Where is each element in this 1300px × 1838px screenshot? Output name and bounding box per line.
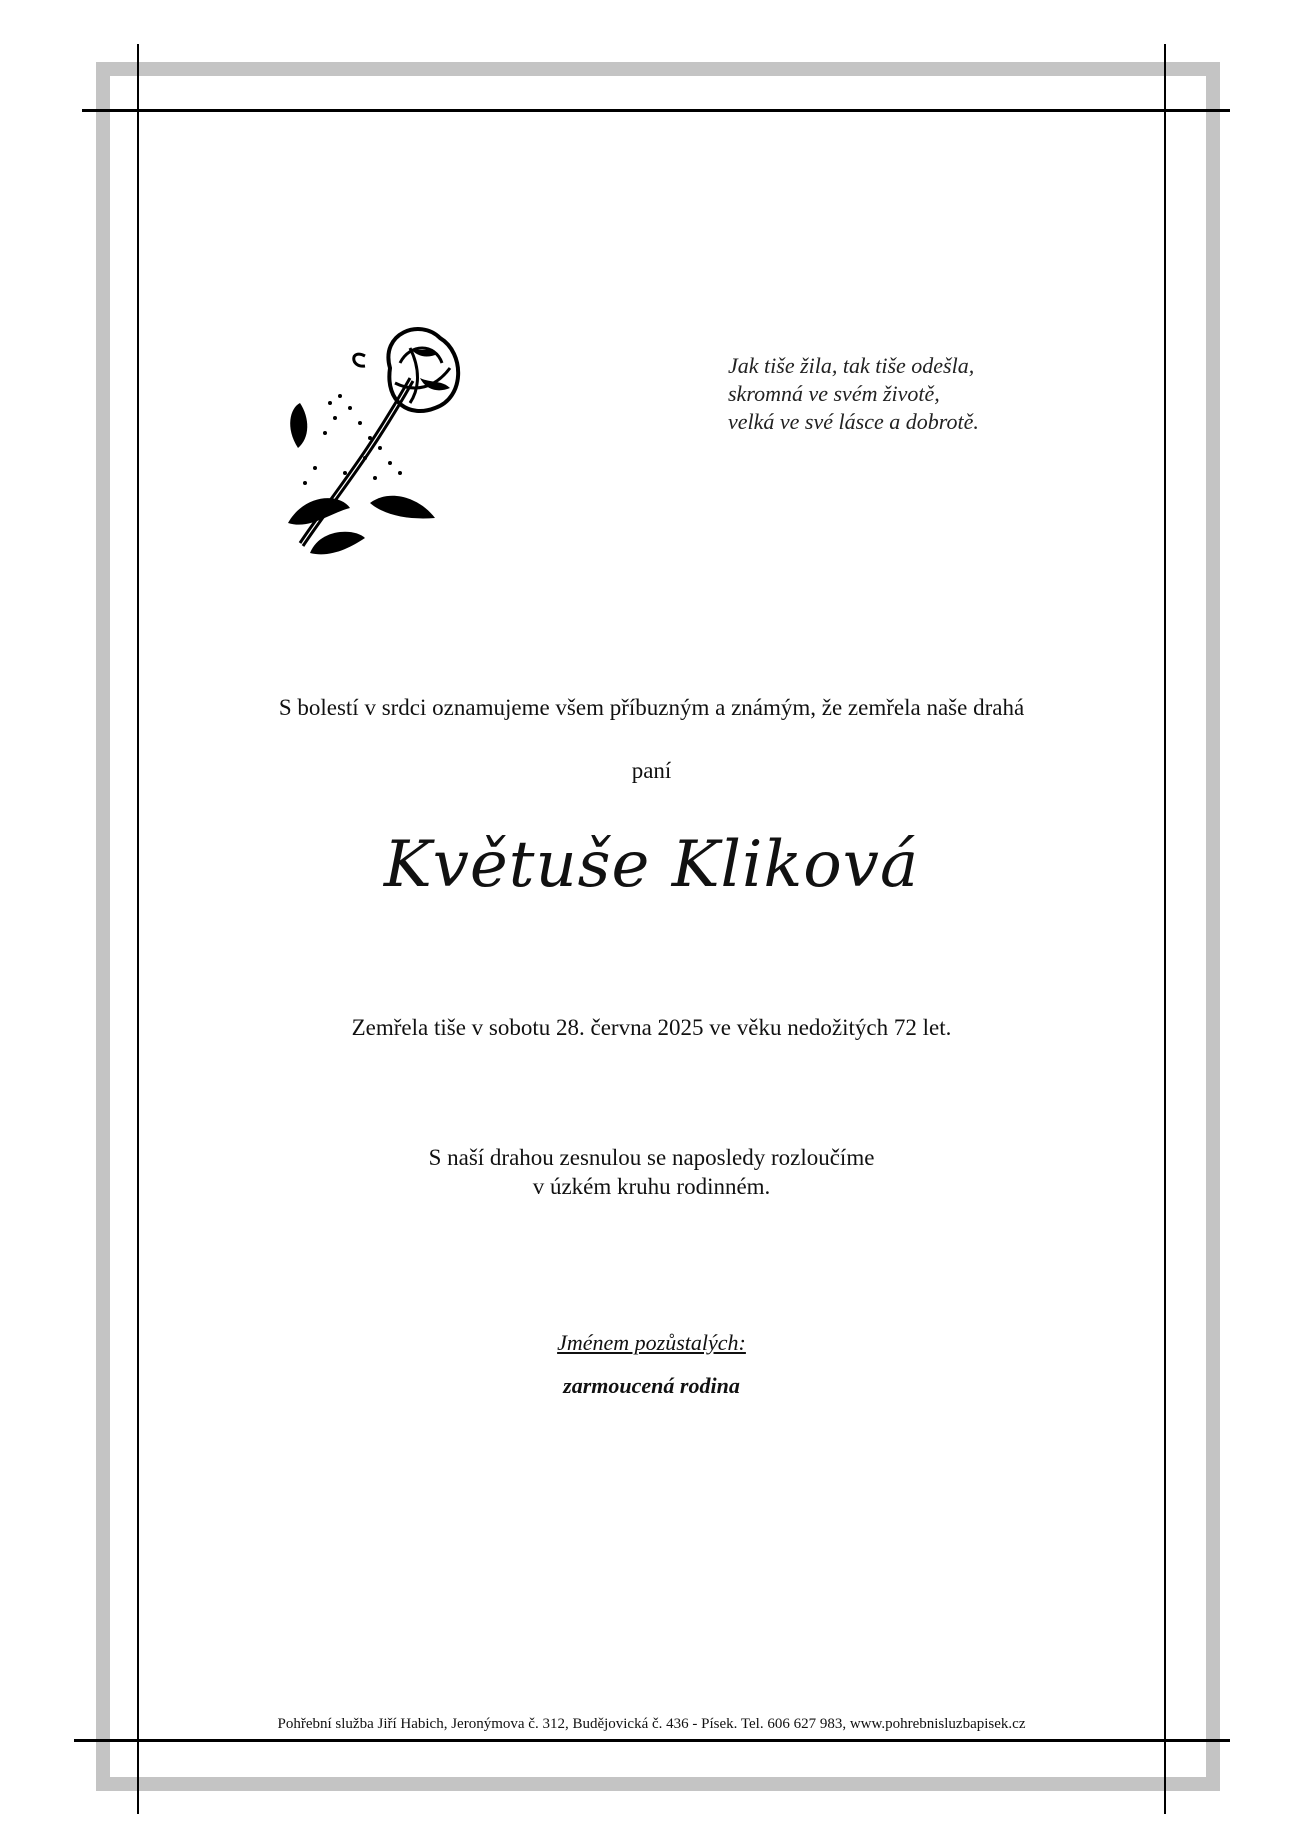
poem-line: Jak tiše žila, tak tiše odešla, [728,353,975,378]
farewell-line: S naší drahou zesnulou se naposledy rozloučíme [428,1145,875,1170]
top-rule [82,109,1230,112]
poem [728,352,979,436]
death-notice: Zemřela tiše v sobotu 28. června 2025 ve věku nedožitých 72 let. [351,1015,952,1040]
bottom-rule [74,1739,1230,1742]
rose-icon [270,308,470,568]
footer-funeral-service: Pohřební služba Jiří Habich, Jeronýmova č. 312, Budějovická č. 436 - Písek. Tel. 606 627 983, www.pohrebnisluzbapisek.cz [277,1716,1026,1732]
deceased-name: Květuše Kliková [383,828,920,902]
farewell-line: v úzkém kruhu rodinném. [532,1174,771,1199]
poem-line: skromná ve svém životě, [728,381,940,406]
honorific-title: paní [631,758,672,783]
on-behalf-label [139,1330,1164,1356]
gray-border-frame [96,62,1220,1791]
on-behalf-text: Jménem pozůstalých: [557,1330,746,1355]
family-signature: zarmoucená rodina [563,1373,740,1398]
announcement: S bolestí v srdci oznamujeme všem příbuzným a známým, že zemřela naše drahá [278,695,1025,720]
right-rule [1164,44,1166,1814]
poem-line: velká ve své lásce a dobrotě. [728,409,979,434]
left-rule [137,44,139,1814]
farewell-text [139,1143,1164,1201]
